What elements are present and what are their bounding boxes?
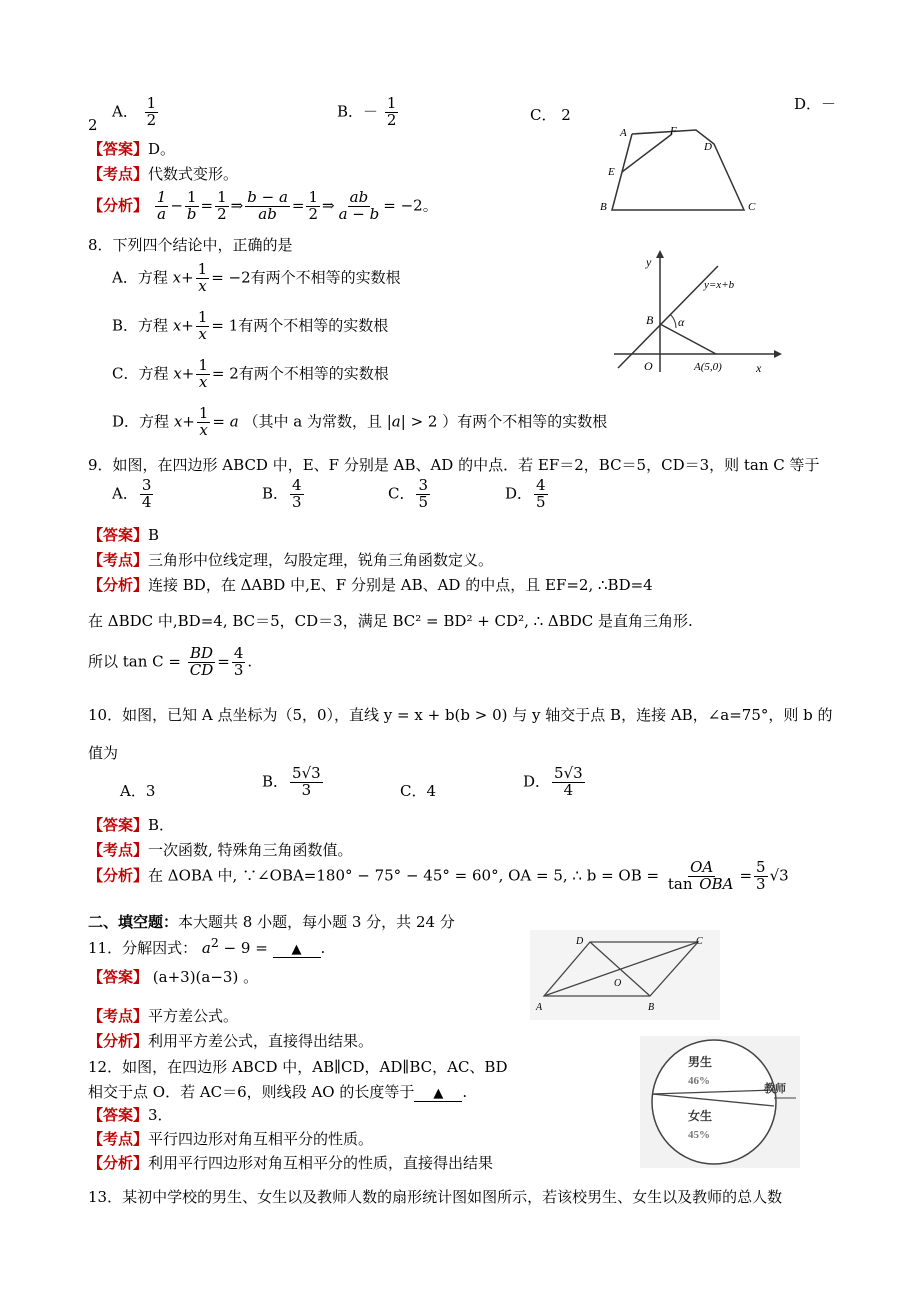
- para-label-d: D: [576, 936, 584, 947]
- section2-heading: 二、填空题：本大题共 8 小题，每小题 3 分，共 24 分: [88, 913, 455, 931]
- q10-answer: 【答案】B．: [88, 816, 175, 834]
- q9-stem: 9．如图，在四边形 ABCD 中，E、F 分别是 AB、AD 的中点．若 EF＝2，BC＝5，CD＝3，则 tan C 等于: [88, 456, 820, 474]
- para-label-o: O: [614, 978, 622, 989]
- pie-label-girls-pct: 45%: [688, 1129, 710, 1141]
- q11-fenxi: 【分析】利用平方差公式，直接得出结果。: [88, 1032, 374, 1050]
- q10-fenxi: 【分析】在 ΔOBA 中, ∵∠OBA=180° − 75° − 45° = 60°, OA = 5, ∴ b = OB = $\frac{OA}{\text{tan OBA}}$ = $\frac{5}{3}$ √3: [88, 858, 789, 893]
- q7-option-a: A． $\frac{1}{2}$: [112, 94, 157, 129]
- quadrilateral-figure: [592, 120, 772, 220]
- q11-blank: ▲: [273, 942, 321, 958]
- pie-label-girls: 女生: [688, 1109, 713, 1123]
- axes-label-b: B: [646, 313, 654, 327]
- q10-option-c: C．4: [400, 782, 437, 800]
- q12-answer: 【答案】3．: [88, 1106, 173, 1124]
- q9-answer: 【答案】B: [88, 526, 160, 544]
- axes-label-a: A(5,0): [694, 361, 722, 373]
- q9-kaodian: 【考点】三角形中位线定理，勾股定理，锐角三角函数定义。: [88, 551, 494, 569]
- q9-option-a: A． $\frac{3}{4}$: [112, 476, 152, 511]
- axes-figure: [612, 248, 782, 378]
- quad-label-c: C: [748, 201, 756, 213]
- quad-label-a: A: [620, 127, 627, 139]
- axes-label-alpha: α: [678, 315, 685, 329]
- q7-option-b: B．－ $\frac{1}{2}$: [337, 94, 397, 129]
- q10-stem: 10．如图，已知 A 点坐标为（5，0），直线 y = x + b(b > 0) 与 y 轴交于点 B，连接 AB，∠a=75°，则 b 的: [88, 706, 833, 724]
- pie-label-teacher: 教师: [764, 1083, 786, 1095]
- q8-stem: 8．下列四个结论中，正确的是: [88, 236, 293, 254]
- q7-answer: 【答案】D。: [88, 140, 176, 158]
- pie-label-boys: 男生: [688, 1055, 713, 1069]
- axes-label-o: O: [644, 359, 653, 373]
- q9-option-c: C． $\frac{3}{5}$: [388, 476, 429, 511]
- pie-label-boys-pct: 46%: [688, 1075, 710, 1087]
- para-label-a: A: [536, 1002, 543, 1013]
- q7-option-c: C． 2: [530, 106, 571, 124]
- q10-kaodian: 【考点】一次函数, 特殊角三角函数值。: [88, 841, 353, 859]
- q9-option-d: D． $\frac{4}{5}$: [505, 476, 546, 511]
- q12-kaodian: 【考点】平行四边形对角互相平分的性质。: [88, 1130, 374, 1148]
- para-label-c: C: [696, 936, 703, 947]
- axes-label-x: x: [756, 361, 762, 375]
- parallelogram-figure: [530, 930, 720, 1020]
- q11-kaodian: 【考点】平方差公式。: [88, 1007, 239, 1025]
- quad-label-e: E: [608, 166, 615, 178]
- q12-fenxi: 【分析】利用平行四边形对角互相平分的性质，直接得出结果: [88, 1154, 494, 1172]
- q13-stem: 13．某初中学校的男生、女生以及教师人数的扇形统计图如图所示，若该校男生、女生以及教师的总人数: [88, 1188, 783, 1206]
- q7-option-d: D．－: [794, 95, 837, 113]
- q11-stem: 11．分解因式： $a^2 - 9$ = ▲ .: [88, 935, 326, 957]
- q9-fenxi: 【分析】连接 BD，在 ΔABD 中,E、F 分别是 AB、AD 的中点，且 EF=2, ∴BD=4: [88, 576, 653, 594]
- axes-label-line: y=x+b: [704, 279, 735, 291]
- quad-label-b: B: [600, 201, 607, 213]
- quad-label-f: F: [670, 125, 677, 137]
- q10-stem-line2: 值为: [88, 744, 119, 762]
- para-label-b: B: [648, 1002, 655, 1013]
- axes-label-y: y: [646, 255, 652, 269]
- q10-option-b: B． $\frac{5√3}{3}$: [262, 764, 321, 799]
- quad-label-d: D: [704, 141, 712, 153]
- q7-option-d-tail: 2: [88, 116, 98, 134]
- q7-kaodian: 【考点】代数式变形。: [88, 165, 239, 183]
- q8-option-c: C．方程 x+ $\frac{1}{x}$ = 2有两个不相等的实数根: [112, 356, 389, 391]
- q9-fenxi-line2: 在 ΔBDC 中,BD=4, BC＝5，CD＝3，满足 BC² = BD² + CD², ∴ ΔBDC 是直角三角形.: [88, 612, 693, 630]
- q7-fenxi: 【分析】 $\frac{1}{a}$ − $\frac{1}{b}$ = $\frac{1}{2}$ ⇒ $\frac{b - a}{ab}$ = $\frac{1}{2}$ ⇒ $\frac{ab}{a - b}$ = −2。: [88, 188, 438, 223]
- q12-blank: ▲: [414, 1086, 462, 1102]
- q8-option-a: A．方程 x+ $\frac{1}{x}$ = −2有两个不相等的实数根: [112, 260, 401, 295]
- q9-fenxi-line3: 所以 tan C = $\frac{BD}{CD}$ = $\frac{4}{3}$ .: [88, 644, 253, 679]
- q12-stem-line2: 相交于点 O．若 AC＝6，则线段 AO 的长度等于 ▲ .: [88, 1083, 468, 1101]
- q8-option-d: D．方程 x+ $\frac{1}{x}$ = a （其中 a 为常数，且 |a| > 2 ）有两个不相等的实数根: [112, 404, 608, 439]
- q10-option-a: A．3: [120, 782, 156, 800]
- pie-figure: [640, 1036, 800, 1168]
- q10-option-d: D． $\frac{5√3}{4}$: [523, 764, 583, 799]
- q8-option-b: B．方程 x+ $\frac{1}{x}$ = 1有两个不相等的实数根: [112, 308, 389, 343]
- q12-stem: 12．如图，在四边形 ABCD 中，AB∥CD，AD∥BC，AC、BD: [88, 1058, 508, 1076]
- q11-answer: 【答案】 (a+3)(a−3) 。: [88, 968, 259, 986]
- q9-option-b: B． $\frac{4}{3}$: [262, 476, 302, 511]
